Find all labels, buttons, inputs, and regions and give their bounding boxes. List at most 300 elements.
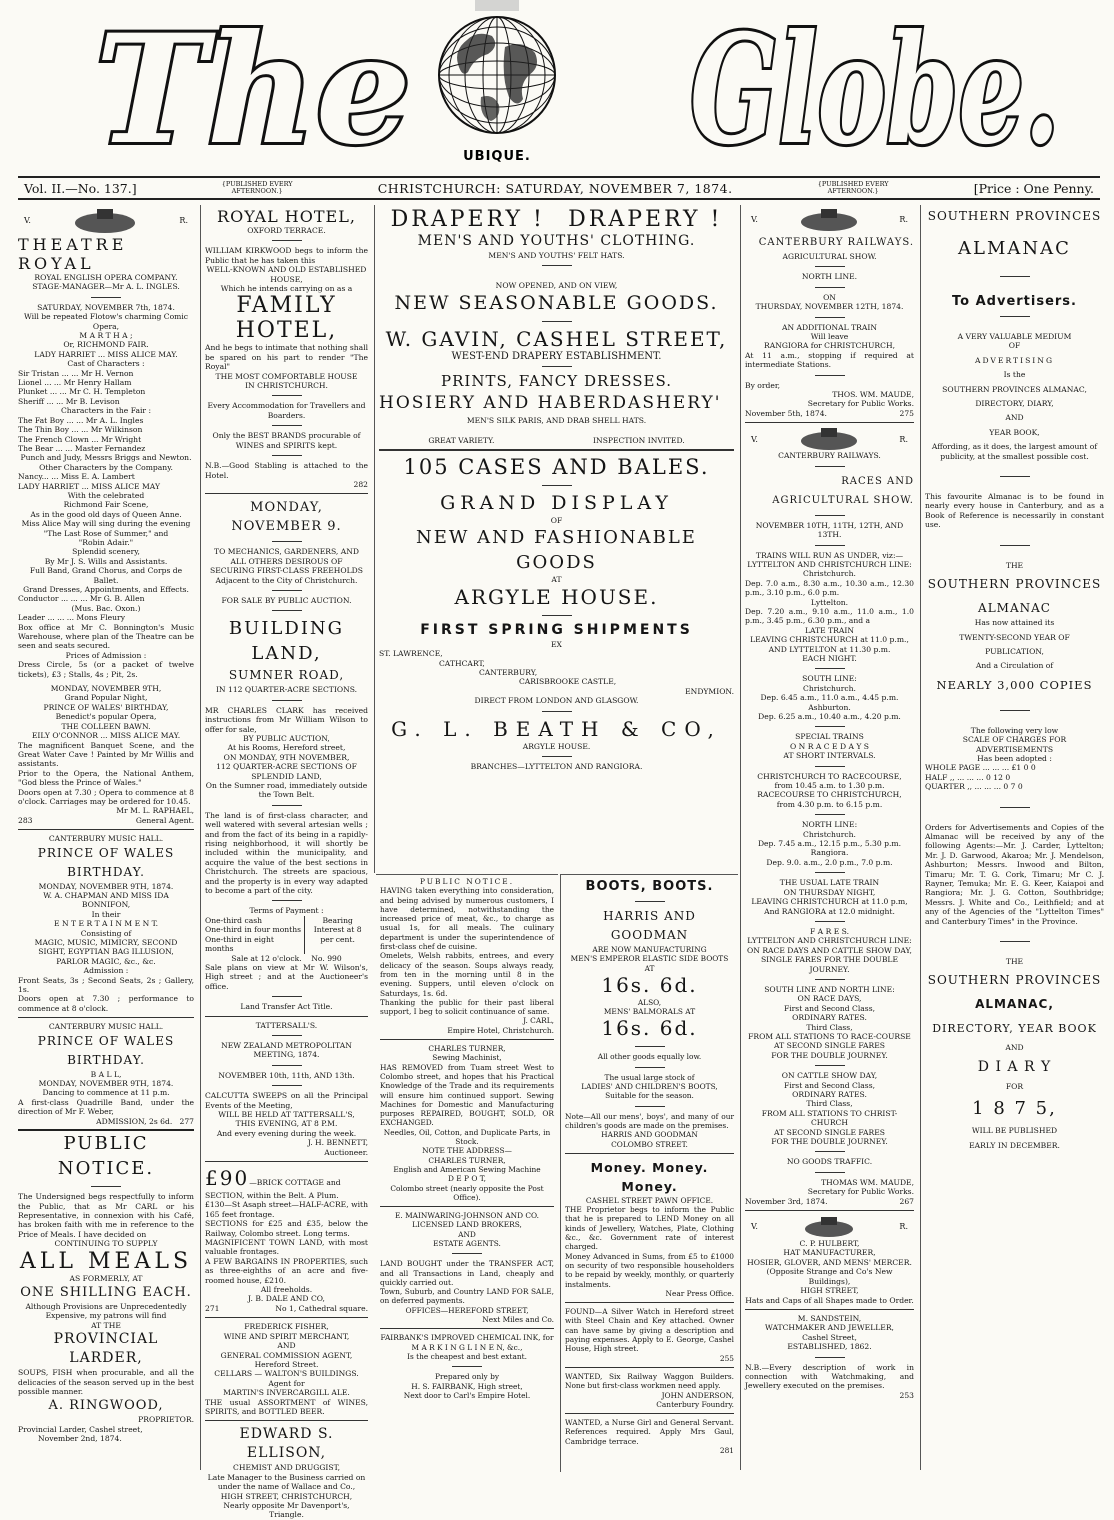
ad-line: B A L L, — [90, 1069, 122, 1079]
ad-line: Miss Alice May will sing during the evening — [21, 519, 191, 529]
ad-line: Ashburton. — [808, 702, 851, 712]
ad-line: LATE TRAIN — [804, 625, 855, 635]
ad-line: WEST-END DRAPERY ESTABLISHMENT. — [451, 350, 662, 362]
divider — [205, 1161, 368, 1162]
masthead-motto: UBIQUE. — [463, 149, 531, 164]
ad-line: Dress Circle, 5s (or a packet of twelve tickets), £3 ; Stalls, 4s ; Pit, 2s. — [18, 660, 194, 679]
ad-line: FOR THE DOUBLE JOURNEY. — [771, 1137, 888, 1147]
ad-line: NOVEMBER 10TH, 11TH, 12TH, AND 13TH. — [755, 520, 904, 540]
divider — [815, 814, 845, 815]
ad-line: BONNIFON, — [81, 900, 131, 910]
ad-line: MAGIC, MUSIC, MIMICRY, SECOND — [34, 938, 178, 947]
ad-line-pair — [18, 1117, 194, 1126]
ad-line: AS FORMERLY, AT — [69, 1273, 143, 1283]
ad-line: Is the — [1003, 370, 1026, 380]
ad-line: PUBLICATION, — [985, 646, 1044, 656]
ad-line: (Opposite Strange and Co's New Buildings), — [766, 1267, 893, 1286]
ad-line: J. B. DALE AND CO, — [248, 1294, 325, 1304]
divider — [272, 541, 302, 542]
ad-line: SPLENDID LAND, — [251, 771, 322, 781]
ad-seasonable-goods: NEW SEASONABLE GOODS. — [394, 291, 719, 314]
spacer — [925, 282, 1104, 292]
rate-row: QUARTER ,, ... ... ... 0 7 0 — [925, 782, 1023, 792]
publication-note-right — [818, 181, 889, 195]
ad-line: MEETING, 1874. — [253, 1050, 320, 1060]
ad-spring-shipments: FIRST SPRING SHIPMENTS — [420, 621, 693, 638]
ad-line: Canterbury Foundry. — [656, 1399, 734, 1409]
ad-line: W. A. CHAPMAN AND MISS IDA — [43, 890, 169, 900]
ad-line: Agent for — [268, 1378, 305, 1388]
ad-line: A first-class Quadrille Band, under the direction of Mr F. Weber, — [18, 1097, 194, 1117]
ad-line: Prior to the Opera, the National Anthem, "God bless the Prince of Wales." — [18, 768, 194, 788]
spacer — [925, 461, 1104, 471]
ad-line: HAT MANUFACTURER, — [783, 1248, 876, 1258]
ad-drapery-word: DRAPERY ! — [568, 207, 723, 232]
city-date: CHRISTCHURCH: SATURDAY, NOVEMBER 7, 1874. — [377, 180, 733, 196]
divider — [1000, 276, 1030, 277]
ad-line: WILLIAM KIRKWOOD begs to inform the Public that he has taken this — [205, 246, 368, 265]
ad-line: A FEW BARGAINS IN PROPERTIES, such as three-eighths of an acre and five-roomed house, £210. — [205, 1256, 368, 1285]
ad-line: HOSIER, GLOVER, AND MENS' MERCER. — [747, 1257, 912, 1267]
ad-line: Secretary for Public Works. — [807, 1187, 914, 1197]
divider — [1000, 807, 1030, 808]
ad-line: Leader ... ... ... Mons Fleury — [18, 613, 125, 623]
ad-line: C. P. HULBERT, — [799, 1239, 860, 1249]
divider — [205, 1317, 368, 1318]
divider — [565, 1153, 734, 1154]
ad-line: SOUTHERN PROVINCES ALMANAC, — [942, 384, 1087, 394]
ad-line-pair — [205, 1304, 368, 1313]
ad-line: A VERY VALUABLE MEDIUM — [957, 332, 1072, 341]
ad-monday-title: MONDAY, NOVEMBER 9. — [231, 500, 342, 535]
ad-line: No 1, Cathedral square. — [275, 1303, 368, 1313]
divider — [635, 901, 665, 902]
ad-line: THE Proprietor begs to inform the Public that he is prepared to LEND Money on all kinds of Jewellery, Watches, Plate, Clothing &c., &c. Government rate of interest charged. — [565, 1205, 734, 1252]
ad-line: OFFICES—HEREFORD STREET, — [405, 1305, 529, 1315]
publication-note — [222, 181, 293, 195]
ad-line: SCALE OF CHARGES FOR — [962, 735, 1067, 745]
divider — [452, 1253, 482, 1254]
spacer — [379, 426, 734, 436]
ad-line: MARTIN'S INVERCARGILL ALE. — [223, 1388, 350, 1398]
ad-line: The land is of first-class character, and well watered with several artesian wells ; and from the fact of its being in a rapidly-rising neighborhood, it will shortly be included within the municipality, and acquire the value of the best sections in Christchurch. The streets are spacious, and the property is in every way adapted to become a part of the city. — [205, 810, 368, 896]
ad-line: LICENSED LAND BROKERS, — [412, 1220, 522, 1230]
ad-line: This favourite Almanac is to be found in nearly every house in Canterbury, and as a Book of Reference is necessarily in constant use. — [925, 492, 1104, 530]
column-4 — [740, 205, 918, 1470]
ad-line: Cashel Street, — [802, 1332, 857, 1342]
ad-line: TRAINS WILL RUN AS UNDER, viz:— — [755, 550, 904, 560]
ad-line: YEAR BOOK, — [989, 427, 1040, 437]
ad-line: The following very low — [970, 725, 1059, 735]
divider — [272, 590, 302, 591]
ad-line: MAGNIFICENT TOWN LAND, with most valuable frontages. — [205, 1238, 368, 1257]
ad-line: AND — [1005, 413, 1024, 423]
crest-icon — [801, 1215, 857, 1239]
ad-line: Sheriff ... ... Mr B. Levison — [18, 396, 120, 406]
ad-line: Full Band, Grand Chorus, and Corps de Ballet. — [29, 566, 183, 585]
ad-line: At 11 a.m., stopping if required at intermediate Stations. — [745, 350, 914, 370]
ad-year-1875: 1 8 7 5, — [972, 1098, 1057, 1120]
ad-line: MEN'S AND YOUTHS' FELT HATS. — [488, 251, 625, 260]
ad-line: CALCUTTA SWEEPS on all the Principal Events of the Meeting, — [205, 1091, 368, 1110]
ad-line: LADY HARRIET ... MISS ALICE MAY. — [34, 349, 178, 359]
ad-line: ESTABLISHED, 1862. — [787, 1342, 872, 1352]
rate-row: HALF ,, ... ... ... 0 12 0 — [925, 772, 1011, 782]
ad-price-16s-2: 16s. 6d. — [601, 1016, 698, 1041]
divider — [205, 1420, 368, 1421]
column-3 — [374, 205, 738, 873]
ad-line: Has been adopted : — [977, 753, 1052, 763]
crest-r: R. — [899, 215, 908, 225]
royal-crest — [745, 427, 914, 451]
ad-line: First and Second Class, — [783, 1003, 876, 1013]
divider — [272, 1035, 302, 1036]
ad-number: 281 — [719, 1445, 734, 1455]
ad-line: Will be repeated Flotow's charming Comic Opera, — [23, 312, 189, 331]
ad-line: THE MOST COMFORTABLE HOUSE — [215, 371, 358, 381]
ad-line: Dep. 6.25 a.m., 10.40 a.m., 4.20 p.m. — [758, 712, 901, 721]
ad-line: AN ADDITIONAL TRAIN — [782, 322, 877, 332]
divider — [272, 805, 302, 806]
ad-line: IN CHRISTCHURCH. — [245, 381, 328, 391]
publication-note-line2: AFTERNOON.} — [231, 187, 283, 195]
ad-line: £130—St Asaph street—HALF-ACRE, with 165 feet frontage. — [205, 1200, 368, 1219]
ad-line: WELL-KNOWN AND OLD ESTABLISHED HOUSE, — [206, 265, 367, 284]
ad-line: Or, RICHMOND FAIR. — [63, 340, 149, 350]
ad-fashionable-goods: NEW AND FASHIONABLE GOODS — [416, 527, 697, 574]
divider — [815, 726, 845, 727]
ad-ball-title: PRINCE OF WALES BIRTHDAY. — [37, 1033, 175, 1067]
ad-number: No. 990 — [311, 953, 342, 963]
divider — [1000, 710, 1030, 711]
divider — [542, 265, 572, 266]
divider — [815, 466, 845, 467]
ad-line: Lionel ... ... Mr Henry Hallam — [18, 378, 132, 388]
ad-line: Front Seats, 3s ; Second Seats, 2s ; Gallery, 1s. — [18, 975, 194, 995]
crest-v: V. — [751, 215, 758, 225]
ad-line: In their — [91, 909, 121, 919]
divider — [815, 872, 845, 873]
ad-line: Characters in the Fair : — [60, 406, 152, 416]
ad-royal-hotel-title: ROYAL HOTEL, — [217, 207, 356, 226]
ad-line: FREDERICK FISHER, — [244, 1322, 329, 1332]
ad-line: Christchurch. — [803, 829, 856, 839]
ad-line: J. CARL, — [523, 1016, 554, 1026]
ad-line: AGRICULTURAL SHOW. — [782, 252, 877, 261]
ad-line-pair — [205, 954, 368, 963]
ad-line: from 4.30 p.m. to 6.15 p.m. — [776, 799, 883, 809]
spacer — [925, 926, 1104, 936]
ad-prints: PRINTS, FANCY DRESSES. — [441, 372, 672, 391]
ad-line: ON RACE DAYS, — [797, 994, 862, 1004]
ad-theatre-title: THEATRE ROYAL — [18, 235, 128, 273]
ad-line: LYTTELTON AND CHRISTCHURCH LINE: — [747, 559, 912, 569]
ad-line: Benedict's popular Opera, — [55, 712, 157, 722]
divider — [272, 996, 302, 997]
divider — [815, 545, 845, 546]
ad-line: GREAT VARIETY. — [428, 435, 495, 445]
ad-line: SOUPS, FISH when procurable, and all the delicacies of the season served up in the best possible manner. — [18, 1368, 194, 1396]
ad-public-notice-title: PUBLIC NOTICE. — [18, 1129, 194, 1181]
ad-line: Cast of Characters : — [67, 359, 145, 369]
ad-line: Prices of Admission : — [65, 650, 147, 660]
column-5 — [920, 205, 1108, 1470]
ad-line: Richmond Fair Scene, — [63, 500, 149, 510]
ad-number: 255 — [719, 1353, 734, 1363]
divider — [815, 266, 845, 267]
ad-line: DIRECT FROM LONDON AND GLASGOW. — [474, 696, 639, 706]
ad-line: MENS' BALMORALS AT — [603, 1007, 696, 1017]
ad-line: Plunket ... ... Mr C. H. Templeton — [18, 387, 146, 397]
ad-line: NO GOODS TRAFFIC. — [786, 1157, 873, 1167]
ad-line: IN 112 QUARTER-ACRE SECTIONS. — [215, 685, 358, 695]
payment-terms-right — [304, 916, 368, 954]
ad-line: ALMANAC — [978, 601, 1051, 616]
ad-line: Admission : — [83, 966, 129, 976]
ad-one-shilling: ONE SHILLING EACH. — [20, 1284, 192, 1300]
royal-crest — [745, 1215, 914, 1239]
ad-line: On the Sumner road, immediately outside the Town Belt. — [205, 781, 368, 800]
ad-line: FROM ALL STATIONS TO CHRIST-CHURCH — [761, 1108, 898, 1128]
ad-line: Dep. 7.0 a.m., 8.30 a.m., 10.30 a.m., 12.30 p.m., 3.10 p.m., 6.0 p.m. — [745, 578, 914, 598]
ad-line: LYTTELTON AND CHRISTCHURCH LINE: — [747, 936, 912, 946]
divider — [272, 700, 302, 701]
ad-line: Town, Suburb, and Country LAND FOR SALE, on deferred payments. — [380, 1287, 554, 1306]
ad-line: FAIRBANK'S IMPROVED CHEMICAL INK, for — [380, 1333, 554, 1343]
spacer — [925, 695, 1104, 705]
ad-line: THE COLLEEN BAWN. — [61, 721, 151, 731]
ad-line: E N T E R T A I N M E N T. — [54, 919, 158, 929]
masthead-the: The — [95, 2, 412, 178]
ad-line: ADVERTISEMENTS — [975, 744, 1054, 754]
ad-line: F A R E S. — [809, 926, 849, 936]
divider — [272, 240, 302, 241]
ad-line: ESTATE AGENTS. — [433, 1238, 501, 1248]
divider — [452, 1366, 482, 1367]
ad-line: Bearing Interest at 8 per cent. — [313, 915, 362, 944]
ad-line: Orders for Advertisements and Copies of the Almanac will be received by any of the following Agents:—Mr. J. Carder, Lyttelton; Mr. J. D. Garwood, Akaroa; Mr. J. Mendelson, Ashburton; Messrs. Inwood and Bilton, Timaru; Mr. T. G. Cork, Timaru; Mr C. J. Rayner, Temuka; Mr. E. G. Keer, Kaiapoi and Rangiora; Mr. J. G. Cotton, Southbridge; Messrs. J. White and Co., Leithfield; and at any of the Agencies of the "Lyttelton Times" and Canterbury Times" in the Province. — [925, 822, 1104, 926]
ad-line: MEN'S SILK PARIS, AND DRAB SHELL HATS. — [466, 416, 647, 426]
publication-note-line1: {PUBLISHED EVERY — [221, 180, 293, 188]
ad-line: Secretary for Public Works. — [807, 399, 914, 409]
divider — [205, 1016, 368, 1017]
ad-line: CANTERBURY MUSIC HALL. — [48, 834, 164, 844]
ad-line: Land Transfer Act Title. — [240, 1002, 333, 1012]
divider — [815, 515, 845, 516]
ad-sumner-road: SUMNER ROAD, — [228, 668, 345, 683]
ad-clothing: MEN'S AND YOUTHS' CLOTHING. — [417, 233, 696, 249]
ad-line: PROPRIETOR. — [138, 1415, 194, 1425]
ad-line: And a Circulation of — [975, 661, 1054, 671]
divider — [815, 287, 845, 288]
masthead-globe: Globe. — [690, 2, 1060, 178]
spacer — [925, 551, 1104, 561]
ad-line: SATURDAY, NOVEMBER 7th, 1874. — [37, 302, 175, 312]
ad-line: CONTINUING TO SUPPLY — [54, 1239, 158, 1249]
ad-line: Third Class, — [806, 1022, 853, 1032]
ad-line: Grand Popular Night, — [64, 693, 148, 703]
ad-line: Only the BEST BRANDS procurable of WINES and SPIRITS kept. — [212, 431, 361, 450]
ad-line: THE usual ASSORTMENT of WINES, SPIRITS, and BOTTLED BEER. — [205, 1397, 368, 1416]
divider — [272, 455, 302, 456]
ad-line: By order, — [745, 380, 781, 390]
column-3b — [560, 874, 738, 1472]
ad-line: CHARLES TURNER, — [428, 1044, 506, 1054]
ad-line: LAND BOUGHT under the TRANSFER ACT, and all Transactions in Land, cheaply and quickly carried out. — [380, 1259, 554, 1287]
ad-line: O N R A C E D A Y S — [790, 741, 869, 751]
divider — [635, 1067, 665, 1068]
ad-line: RANGIORA for CHRISTCHURCH, — [764, 341, 895, 351]
ad-line: WINE AND SPIRIT MERCHANT, — [223, 1331, 350, 1341]
ad-line: —BRICK COTTAGE and SECTION, within the Belt. A Plum. — [205, 1178, 341, 1200]
ad-line: CHEMIST AND DRUGGIST, — [233, 1463, 340, 1473]
ad-line: Grand Dresses, Appointments, and Effects. — [23, 585, 189, 594]
ad-line: And every evening during the week. — [216, 1128, 357, 1138]
ad-line: Near Press Office. — [665, 1288, 734, 1298]
ad-line: THE — [1005, 560, 1024, 570]
ad-line: Terms of Payment : — [249, 906, 324, 916]
divider — [272, 425, 302, 426]
ad-line: BRANCHES—LYTTELTON AND RANGIORA. — [470, 762, 643, 772]
ad-line-pair — [745, 1197, 914, 1206]
ad-line: EILY O'CONNOR ... MISS ALICE MAY. — [31, 731, 181, 741]
crest-icon — [797, 207, 861, 233]
ship-name: ENDYMION. — [685, 686, 734, 696]
ad-line: The magnificent Banquet Scene, and the Great Water Cave ! Painted by Mr Willis and assistants. — [18, 740, 194, 769]
crest-r: R. — [899, 434, 908, 444]
ad-line: Will leave — [810, 332, 849, 342]
ad-line: All freeholds. — [260, 1285, 313, 1295]
ad-line: Dep. 6.45 a.m., 11.0 a.m., 4.45 p.m. — [760, 693, 899, 703]
ad-number: 275 — [899, 408, 914, 418]
spacer — [925, 226, 1104, 236]
ad-line: AND LYTTELTON at 11.30 p.m. — [768, 644, 891, 654]
ad-line: FOR THE DOUBLE JOURNEY. — [771, 1050, 888, 1060]
ad-line: Needles, Oil, Cotton, and Duplicate Parts, in Stock. — [383, 1127, 551, 1147]
ad-line: THURSDAY, NOVEMBER 12TH, 1874. — [755, 302, 904, 312]
ad-line: CHRISTCHURCH TO RACECOURSE, — [757, 771, 902, 781]
divider — [815, 1172, 845, 1173]
ad-drapery-word: DRAPERY ! — [390, 207, 545, 232]
ad-building-land: BUILDING LAND, — [228, 618, 345, 665]
spacer — [925, 530, 1104, 540]
ad-line: SINGLE FARES FOR THE DOUBLE JOURNEY. — [760, 955, 899, 974]
ad-line-pair — [379, 436, 734, 445]
ad-line: With the celebrated — [67, 490, 145, 500]
ad-line: MONDAY, NOVEMBER 9TH, 1874. — [38, 1079, 174, 1089]
ad-line: Dep. 9.0. a.m., 2.0 p.m., 7.0 p.m. — [766, 857, 893, 867]
ad-line: Doors open at 7.30 ; Opera to commence at 8 o'clock. Carriages may be ordered for 10.45. — [18, 787, 194, 806]
divider — [815, 1065, 845, 1066]
divider — [91, 297, 121, 298]
ad-line: (Mus. Bac. Oxon.) — [71, 603, 141, 613]
ad-ellison: EDWARD S. ELLISON, — [239, 1426, 334, 1462]
ad-almanac-big: ALMANAC — [958, 238, 1071, 259]
ad-line: INSPECTION INVITED. — [593, 435, 685, 445]
ad-line: CELLARS — WALTON'S BUILDINGS. — [214, 1369, 359, 1379]
ad-line: Lyttelton. — [810, 597, 849, 607]
ad-line: One-third cash — [205, 915, 263, 925]
publication-note-right-line2: AFTERNOON.} — [827, 187, 879, 195]
rate-row: WHOLE PAGE ... ... ... £1 0 0 — [925, 763, 1036, 773]
ad-number: 282 — [353, 479, 368, 489]
divider — [379, 449, 734, 451]
ad-line: AT THE — [91, 1320, 121, 1330]
globe-icon — [439, 0, 555, 133]
ad-line: N.B.—Every description of work in connection with Watchmaking, and Jewellery executed on the premises. — [745, 1362, 914, 1391]
ad-line: ON RACE DAYS AND CATTLE SHOW DAY, — [747, 945, 912, 955]
ad-line: Has now attained its — [974, 618, 1055, 628]
ad-line: By Mr J. S. Wills and Assistants. — [44, 556, 168, 566]
ad-line: SOUTHERN PROVINCES — [927, 577, 1102, 592]
royal-crest — [18, 207, 194, 235]
ad-line: PRINCE OF WALES' BIRTHDAY, — [43, 702, 169, 712]
divider — [565, 1302, 734, 1303]
ad-line: Money Advanced in Sums, from £5 to £1000 on security of two responsible householders to be repaid by weekly, monthly, or quarterly instalments. — [565, 1251, 734, 1289]
ad-line: The Fat Boy ... ... Mr A. L. Ingles — [18, 415, 144, 425]
ad-line: PARLOR MAGIC, &c., &c. — [56, 956, 156, 966]
ad-line: "The Last Rose of Summer," and — [43, 528, 169, 538]
spacer — [925, 792, 1104, 802]
ad-line: And RANGIORA at 12.0 midnight. — [764, 906, 895, 916]
crest-v: V. — [751, 1222, 758, 1232]
ad-musichall-title: PRINCE OF WALES BIRTHDAY. — [37, 845, 175, 879]
crest-r: R. — [899, 1222, 908, 1232]
ad-line: The Thin Boy ... ... Mr Wilkinson — [18, 425, 143, 435]
ad-line: General Agent. — [135, 815, 194, 825]
ad-line: WANTED, a Nurse Girl and General Servant. References required. Apply Mrs Gaul, Cambridge terrace. — [565, 1418, 734, 1446]
ad-line: DIRECTORY, DIARY, — [975, 399, 1054, 409]
ad-line: Sale plans on view at Mr W. Wilson's, High street ; and at the Auctioneer's office. — [205, 962, 368, 991]
column-3a — [376, 874, 558, 1472]
ad-line: Omelets, Welsh rabbits, entrees, and every delicacy of the season. Soups always ready, from ten in the morning until 8 in the evening. Suppers, until eleven o'clock on Saturdays, 1s. 6d. — [380, 951, 554, 998]
divider — [272, 1065, 302, 1066]
ad-ringwood: A. RINGWOOD, — [48, 1398, 164, 1414]
ad-money-title: Money. Money. Money. — [590, 1159, 709, 1194]
ad-line: EACH NIGHT. — [802, 653, 857, 663]
ad-line: FROM ALL STATIONS TO RACE-COURSE — [748, 1031, 911, 1041]
ad-line: Dancing to commence at 11 p.m. — [42, 1088, 170, 1098]
ad-provincial-larder: PROVINCIAL LARDER, — [53, 1331, 159, 1367]
ad-beath: G. L. BEATH & CO, — [391, 716, 722, 741]
divider — [1000, 941, 1030, 942]
ad-line: THOMAS WM. MAUDE, — [821, 1177, 914, 1187]
divider — [565, 1367, 734, 1368]
ad-line: November 2nd, 1874. — [38, 1434, 122, 1444]
ad-line: ALSO, — [637, 997, 662, 1007]
ad-cottage — [205, 1166, 368, 1200]
ad-line: Christchurch. — [803, 569, 856, 579]
ad-line: ARGYLE HOUSE. — [522, 741, 591, 751]
ad-line: D I A R Y — [977, 1058, 1052, 1075]
ad-line: Sir Tristan ... ... Mr H. Vernon — [18, 368, 134, 378]
ad-line: E. MAINWARING-JOHNSON AND CO. — [394, 1211, 540, 1221]
ad-line: TWENTY-SECOND YEAR OF — [959, 632, 1070, 642]
spacer — [925, 261, 1104, 271]
ad-line-pair — [18, 816, 194, 825]
ad-line: SPECIAL TRAINS — [795, 732, 864, 742]
ad-line: COLOMBO STREET. — [611, 1139, 688, 1149]
column-2 — [200, 205, 372, 1520]
ad-line: HARRIS AND GOODMAN — [601, 1130, 698, 1140]
divider — [18, 829, 194, 830]
ad-line: ON MONDAY, 9TH NOVEMBER, — [223, 752, 350, 762]
ad-line: Sale at 12 o'clock. — [231, 953, 302, 963]
ad-line: AT — [644, 963, 655, 973]
ad-line: BY PUBLIC AUCTION, — [243, 733, 330, 743]
ship-list — [379, 649, 734, 696]
price: [Price : One Penny. — [973, 180, 1094, 196]
